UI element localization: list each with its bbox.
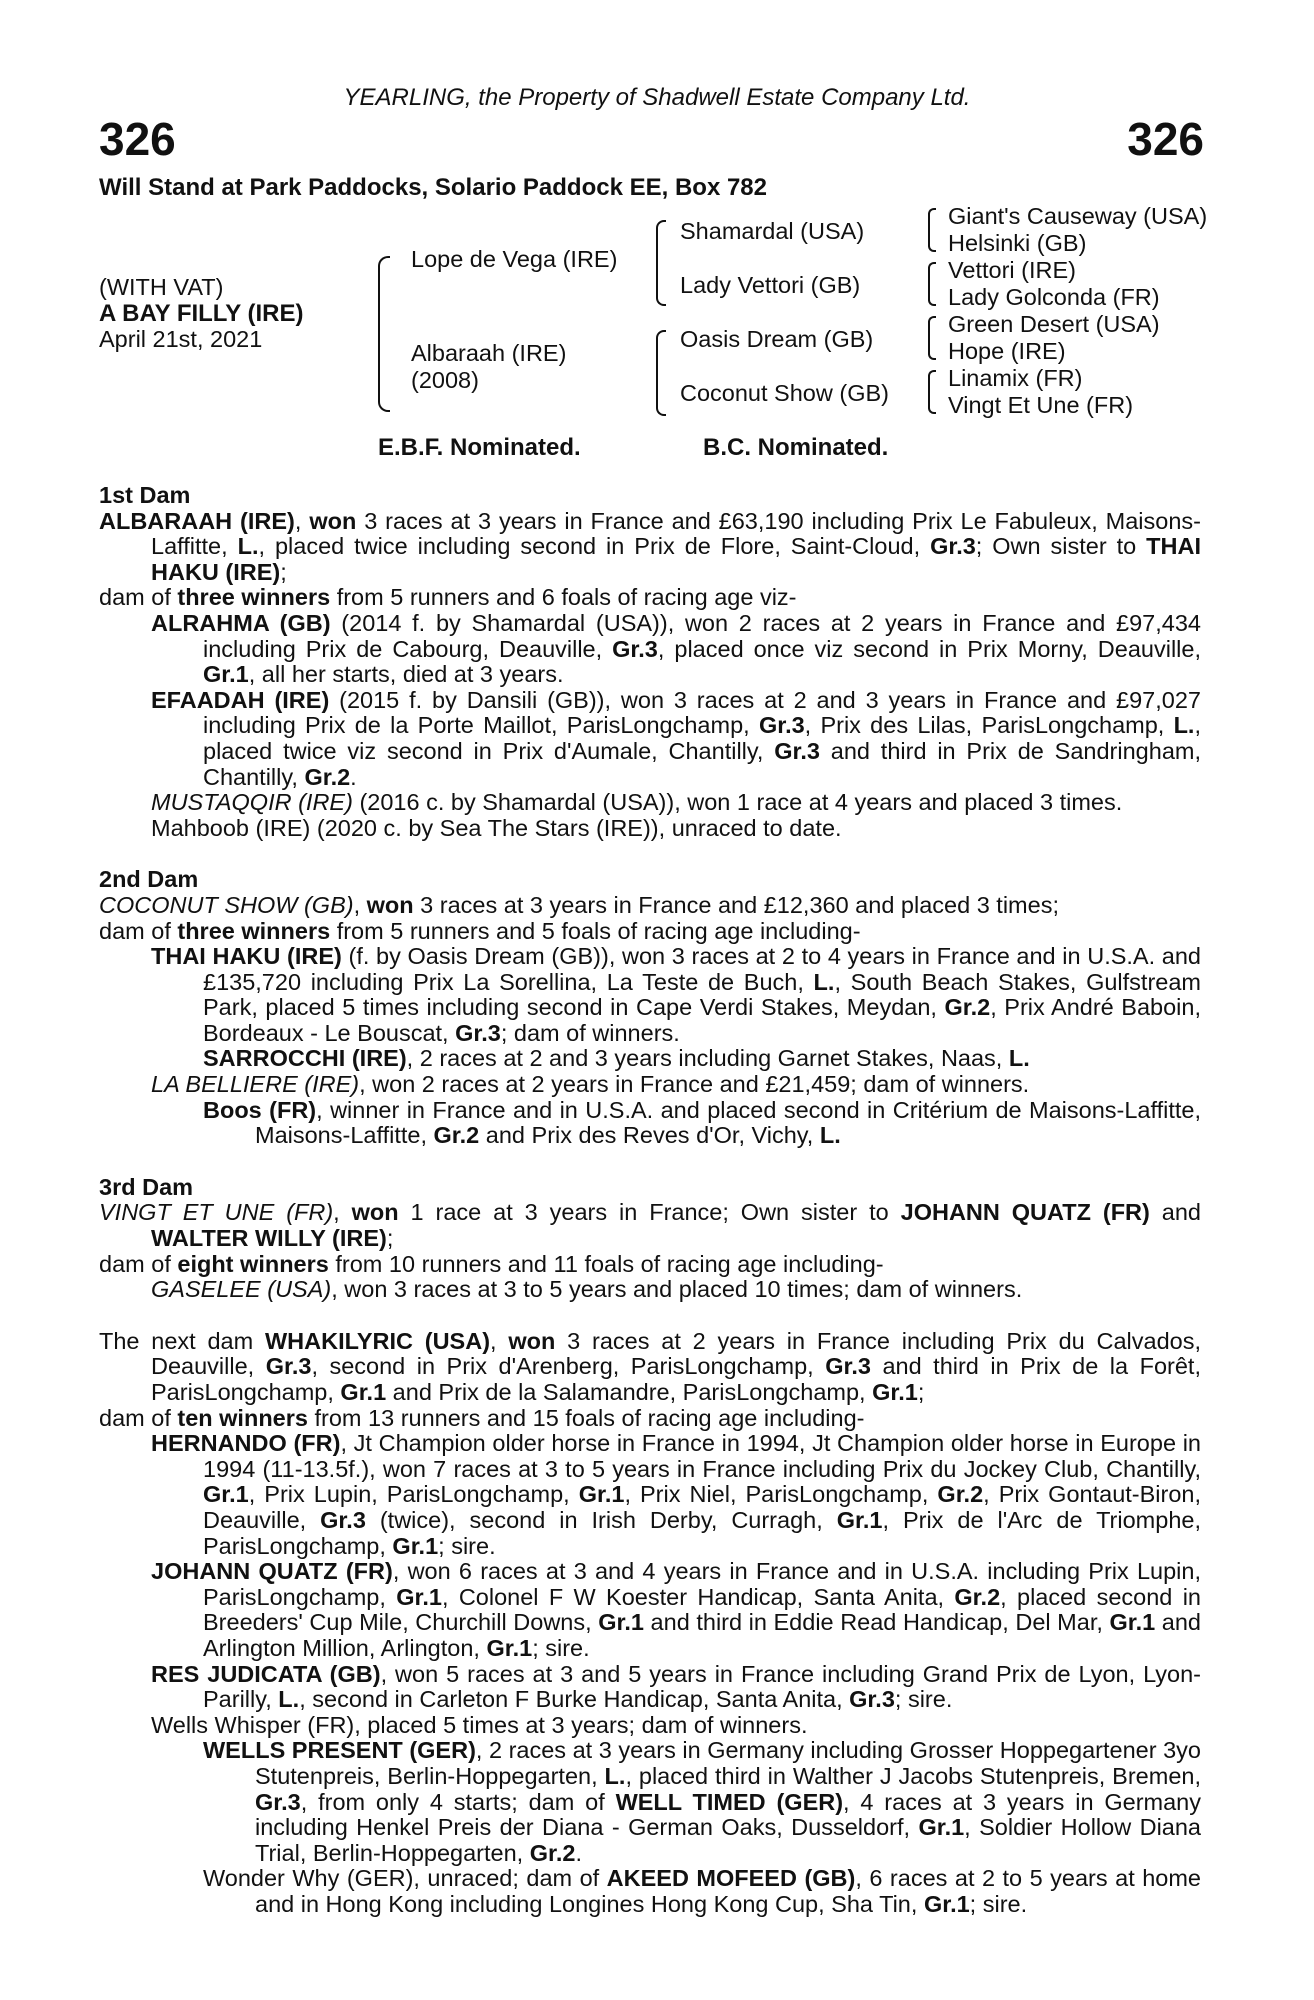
pedigree-sdd: Lady Golconda (FR) <box>948 284 1160 310</box>
pedigree-ddd: Vingt Et Une (FR) <box>948 392 1134 418</box>
pedigree-brace-ss <box>928 208 936 252</box>
pedigree-brace-ds <box>928 316 936 360</box>
pedigree-dss: Green Desert (USA) <box>948 311 1160 337</box>
produce-johann-quatz: JOHANN QUATZ (FR), won 6 races at 3 and 4 years in France and in U.S.A. including Prix Lupin, ParisLongchamp, Gr.1, Colonel F W Koester Handicap, Santa Anita, Gr.2, placed second in Breeders' Cup Mile, Churchill Downs, Gr.1 and third in Eddie Read Handicap, Del Mar, Gr.1 and Arlington Million, Arlington, Gr.1; sire. <box>151 1558 1201 1661</box>
pedigree-ssd: Helsinki (GB) <box>948 230 1087 256</box>
pedigree-dam-line1: Albaraah (IRE) <box>411 340 567 366</box>
section-heading-2nd-dam: 2nd Dam <box>99 866 199 893</box>
horse-dob: April 21st, 2021 <box>99 326 263 352</box>
pedigree-sds: Vettori (IRE) <box>948 257 1076 283</box>
pedigree-brace-sd <box>928 262 936 306</box>
next-dam-produce-summary: dam of ten winners from 13 runners and 15 foals of racing age including- <box>99 1404 865 1431</box>
dam2-entry: COCONUT SHOW (GB), won 3 races at 3 years in France and £12,360 and placed 3 times; <box>99 891 1059 918</box>
ebf-nomination: E.B.F. Nominated. <box>378 434 581 461</box>
produce-mustaqqir: MUSTAQQIR (IRE) (2016 c. by Shamardal (USA)), won 1 race at 4 years and placed 3 times. <box>151 789 1123 816</box>
produce-efaadah: EFAADAH (IRE) (2015 f. by Dansili (GB)), won 3 races at 2 and 3 years in France and £97,027 including Prix de la Porte Maillot, ParisLongchamp, Gr.3, Prix des Lilas, ParisLongchamp, L., placed twice viz second in Prix d'Aumale, Chantilly, Gr.3 and third in Prix de Sandringham, Chantilly, Gr.2. <box>151 686 1201 790</box>
pedigree-sire-dam: Lady Vettori (GB) <box>680 272 861 298</box>
stand-location: Will Stand at Park Paddocks, Solario Paddock EE, Box 782 <box>99 174 768 201</box>
produce-thai-haku: THAI HAKU (IRE) (f. by Oasis Dream (GB)), won 3 races at 2 to 4 years in France and in U.S.A. and £135,720 including Prix La Sorellina, La Teste de Buch, L., South Beach Stakes, Gulfstream Park, placed 5 times including second in Cape Verdi Stakes, Meydan, Gr.2, Prix André Baboin, Bordeaux - Le Bouscat, Gr.3; dam of winners. <box>151 943 1201 1046</box>
next-dam-entry: The next dam WHAKILYRIC (USA), won 3 races at 2 years in France including Prix du Calvados, Deauville, Gr.3, second in Prix d'Arenberg, ParisLongchamp, Gr.3 and third in Prix de la Forêt, ParisLongchamp, Gr.1 and Prix de la Salamandre, ParisLongchamp, Gr.1; <box>99 1327 1202 1405</box>
produce-la-belliere: LA BELLIERE (IRE), won 2 races at 2 years in France and £21,459; dam of winners. <box>151 1071 1030 1098</box>
dam2-produce-summary: dam of three winners from 5 runners and 5 foals of racing age including- <box>99 917 861 944</box>
page-subtitle: YEARLING, the Property of Shadwell Estate Company Ltd. <box>343 84 971 111</box>
pedigree-brace-dam <box>656 330 666 416</box>
pedigree-brace-dd <box>928 370 936 414</box>
produce-wonder-why: Wonder Why (GER), unraced; dam of AKEED MOFEED (GB), 6 races at 2 to 5 years at home and in Hong Kong including Longines Hong Kong Cup, Sha Tin, Gr.1; sire. <box>203 1865 1201 1917</box>
pedigree-brace-main <box>378 256 390 412</box>
bc-nomination: B.C. Nominated. <box>703 434 889 461</box>
produce-boos: Boos (FR), winner in France and in U.S.A. and placed second in Critérium de Maisons-Laffitte, Maisons-Laffitte, Gr.2 and Prix des Reves d'Or, Vichy, L. <box>203 1096 1201 1149</box>
produce-mahboob: Mahboob (IRE) (2020 c. by Sea The Stars (IRE)), unraced to date. <box>151 814 842 841</box>
produce-alrahma: ALRAHMA (GB) (2014 f. by Shamardal (USA)), won 2 races at 2 years in France and £97,434 including Prix de Cabourg, Deauville, Gr.3, placed once viz second in Prix Morny, Deauville, Gr.1, all her starts, died at 3 years. <box>151 609 1201 688</box>
section-heading-3rd-dam: 3rd Dam <box>99 1173 194 1200</box>
lot-number-right: 326 <box>1127 113 1204 165</box>
dam3-produce-summary: dam of eight winners from 10 runners and 11 foals of racing age including- <box>99 1250 884 1277</box>
pedigree-notes <box>99 483 1201 1917</box>
pedigree-sire: Lope de Vega (IRE) <box>411 246 618 272</box>
produce-wells-present: WELLS PRESENT (GER), 2 races at 3 years in Germany including Grosser Hoppegartener 3yo Stutenpreis, Berlin-Hoppegarten, L., placed third in Walther J Jacobs Stutenpreis, Bremen, Gr.3, from only 4 starts; dam of WELL TIMED (GER), 4 races at 3 years in Germany including Henkel Preis der Diana - German Oaks, Dusseldorf, Gr.1, Soldier Hollow Diana Trial, Berlin-Hoppegarten, Gr.2. <box>203 1737 1201 1866</box>
lot-number-left: 326 <box>99 113 176 165</box>
produce-wells-whisper: Wells Whisper (FR), placed 5 times at 3 years; dam of winners. <box>151 1711 808 1738</box>
pedigree-sire-sire: Shamardal (USA) <box>680 218 865 244</box>
pedigree-dds: Linamix (FR) <box>948 365 1083 391</box>
pedigree-dsd: Hope (IRE) <box>948 338 1066 364</box>
pedigree-dam-dam: Coconut Show (GB) <box>680 380 889 406</box>
vat-note: (WITH VAT) <box>99 274 224 300</box>
pedigree-dam-line2: (2008) <box>411 367 479 393</box>
section-heading-1st-dam: 1st Dam <box>99 482 191 508</box>
dam3-entry: VINGT ET UNE (FR), won 1 race at 3 years in France; Own sister to JOHANN QUATZ (FR) and WALTER WILLY (IRE); <box>99 1199 1201 1252</box>
produce-hernando: HERNANDO (FR), Jt Champion older horse in France in 1994, Jt Champion older horse in Europe in 1994 (11-13.5f.), won 7 races at 3 to 5 years in France including Prix du Jockey Club, Chantilly, Gr.1, Prix Lupin, ParisLongchamp, Gr.1, Prix Niel, ParisLongchamp, Gr.2, Prix Gontaut-Biron, Deauville, Gr.3 (twice), second in Irish Derby, Curragh, Gr.1, Prix de l'Arc de Triomphe, ParisLongchamp, Gr.1; sire. <box>151 1430 1202 1559</box>
horse-name: A BAY FILLY (IRE) <box>99 300 304 327</box>
dam1-entry: ALBARAAH (IRE), won 3 races at 3 years in France and £63,190 including Prix Le Fabuleux, Maisons-Laffitte, L., placed twice including second in Prix de Flore, Saint-Cloud, Gr.3; Own sister to THAI HAKU (IRE); <box>99 507 1201 585</box>
produce-res-judicata: RES JUDICATA (GB), won 5 races at 3 and 5 years in France including Grand Prix de Lyon, Lyon-Parilly, L., second in Carleton F Burke Handicap, Santa Anita, Gr.3; sire. <box>151 1660 1201 1713</box>
produce-gaselee: GASELEE (USA), won 3 races at 3 to 5 years and placed 10 times; dam of winners. <box>151 1276 1023 1303</box>
produce-sarrocchi: SARROCCHI (IRE), 2 races at 2 and 3 years including Garnet Stakes, Naas, L. <box>203 1045 1030 1072</box>
pedigree-sss: Giant's Causeway (USA) <box>948 203 1208 229</box>
pedigree-dam-sire: Oasis Dream (GB) <box>680 326 874 352</box>
pedigree-brace-sire <box>656 220 666 306</box>
dam1-produce-summary: dam of three winners from 5 runners and 6 foals of racing age viz- <box>99 584 797 611</box>
